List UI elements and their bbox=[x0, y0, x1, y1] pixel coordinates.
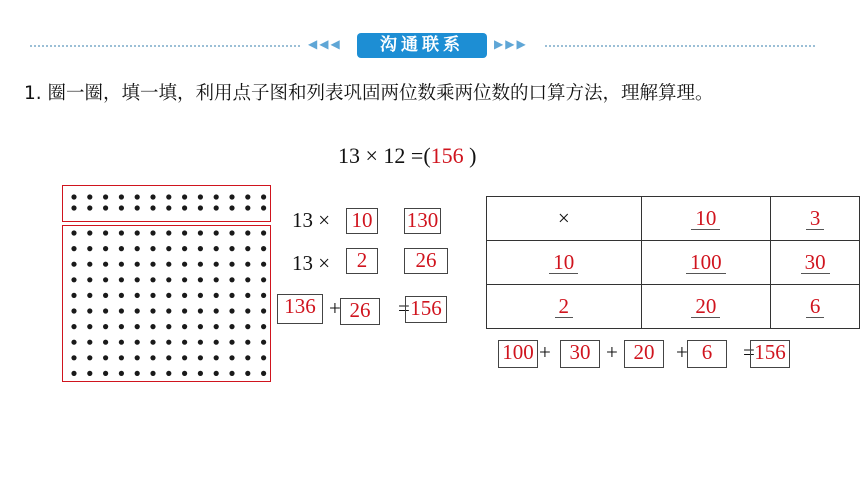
dot bbox=[229, 262, 234, 267]
table-sum-plus3: + bbox=[676, 340, 688, 364]
dot bbox=[87, 293, 92, 298]
step2-prefix: 13 × bbox=[292, 251, 331, 275]
dot bbox=[198, 355, 203, 360]
dot bbox=[182, 230, 187, 235]
dot bbox=[261, 340, 266, 345]
dot bbox=[119, 355, 124, 360]
dot bbox=[150, 230, 155, 235]
dot bbox=[214, 355, 219, 360]
table-header-operator: × bbox=[487, 197, 642, 241]
dot bbox=[103, 262, 108, 267]
equation-close-paren: ) bbox=[463, 143, 477, 168]
dot bbox=[71, 205, 76, 210]
dot bbox=[261, 262, 266, 267]
dot bbox=[103, 308, 108, 313]
dot bbox=[245, 371, 250, 376]
dot bbox=[182, 340, 187, 345]
dot bbox=[103, 194, 108, 199]
dot bbox=[119, 308, 124, 313]
dot bbox=[71, 293, 76, 298]
section-banner: 沟通联系 bbox=[357, 33, 487, 58]
table-sum-plus1: + bbox=[539, 340, 551, 364]
dot bbox=[214, 277, 219, 282]
dot bbox=[166, 371, 171, 376]
dot bbox=[135, 308, 140, 313]
dot bbox=[198, 262, 203, 267]
dot bbox=[135, 230, 140, 235]
dot bbox=[150, 277, 155, 282]
dot bbox=[119, 371, 124, 376]
dot bbox=[135, 246, 140, 251]
dot bbox=[214, 230, 219, 235]
dot bbox=[261, 371, 266, 376]
dot bbox=[166, 355, 171, 360]
table-sum-total-box: 156 bbox=[750, 340, 790, 368]
dot bbox=[103, 205, 108, 210]
dot bbox=[245, 355, 250, 360]
dot bbox=[71, 308, 76, 313]
table-cell: 30 bbox=[771, 241, 860, 285]
dot bbox=[135, 205, 140, 210]
dot bbox=[135, 355, 140, 360]
dot bbox=[119, 277, 124, 282]
dot bbox=[182, 262, 187, 267]
dot bbox=[214, 246, 219, 251]
dot bbox=[87, 262, 92, 267]
dot bbox=[182, 277, 187, 282]
dot bbox=[261, 194, 266, 199]
dot bbox=[150, 194, 155, 199]
dot bbox=[119, 194, 124, 199]
dot bbox=[261, 355, 266, 360]
dot bbox=[198, 230, 203, 235]
dot bbox=[87, 205, 92, 210]
dot bbox=[214, 340, 219, 345]
dot bbox=[214, 262, 219, 267]
sum-b-box: 26 bbox=[340, 298, 380, 325]
dot bbox=[214, 308, 219, 313]
table-cell: 6 bbox=[771, 285, 860, 329]
dot bbox=[87, 277, 92, 282]
dot bbox=[87, 324, 92, 329]
dot bbox=[245, 205, 250, 210]
dot bbox=[87, 230, 92, 235]
table-cell: 20 bbox=[641, 285, 771, 329]
dot bbox=[198, 205, 203, 210]
dot bbox=[214, 293, 219, 298]
step1-result-box: 130 bbox=[404, 208, 441, 234]
dot bbox=[229, 293, 234, 298]
dot bbox=[261, 277, 266, 282]
table-sum-a-box: 100 bbox=[498, 340, 538, 368]
dot bbox=[135, 194, 140, 199]
dot bbox=[103, 230, 108, 235]
dot bbox=[119, 293, 124, 298]
table-sum-d-box: 6 bbox=[687, 340, 727, 368]
equation-answer: 156 bbox=[430, 143, 464, 168]
dot bbox=[166, 277, 171, 282]
dot bbox=[103, 340, 108, 345]
dot bbox=[245, 246, 250, 251]
dot bbox=[71, 324, 76, 329]
dot bbox=[150, 246, 155, 251]
dot bbox=[182, 246, 187, 251]
dot bbox=[103, 371, 108, 376]
dot bbox=[182, 194, 187, 199]
table-cell: 10 bbox=[487, 241, 642, 285]
dot bbox=[103, 293, 108, 298]
dot bbox=[182, 308, 187, 313]
dot bbox=[229, 194, 234, 199]
dot bbox=[198, 340, 203, 345]
dot bbox=[245, 308, 250, 313]
dot bbox=[198, 246, 203, 251]
dot bbox=[214, 324, 219, 329]
dot bbox=[166, 194, 171, 199]
equation-left: 13 × 12 = bbox=[338, 143, 424, 168]
dot bbox=[71, 262, 76, 267]
sum-total-box: 156 bbox=[405, 296, 447, 323]
dot bbox=[71, 340, 76, 345]
dot bbox=[71, 230, 76, 235]
dot bbox=[261, 205, 266, 210]
table-row bbox=[487, 285, 860, 329]
dot bbox=[229, 355, 234, 360]
dot bbox=[135, 371, 140, 376]
dot bbox=[198, 277, 203, 282]
table-cell: 100 bbox=[641, 241, 771, 285]
dot bbox=[150, 340, 155, 345]
dot bbox=[245, 293, 250, 298]
dot bbox=[135, 293, 140, 298]
dot bbox=[198, 194, 203, 199]
dot bbox=[87, 194, 92, 199]
dot bbox=[245, 277, 250, 282]
sum-a-box: 136 bbox=[277, 294, 323, 324]
dot bbox=[261, 324, 266, 329]
dot bbox=[229, 340, 234, 345]
question-text: 1. 圈一圈，填一填，利用点子图和列表巩固两位数乘两位数的口算方法，理解算理。 bbox=[24, 83, 714, 104]
dot bbox=[166, 205, 171, 210]
table-cell: 2 bbox=[487, 285, 642, 329]
dot bbox=[150, 205, 155, 210]
dot bbox=[135, 262, 140, 267]
dot bbox=[261, 246, 266, 251]
dot bbox=[245, 340, 250, 345]
dot bbox=[229, 246, 234, 251]
table-sum-plus2: + bbox=[606, 340, 618, 364]
dot bbox=[119, 340, 124, 345]
dot bbox=[87, 371, 92, 376]
dot bbox=[198, 324, 203, 329]
dot bbox=[229, 205, 234, 210]
dot bbox=[119, 230, 124, 235]
dot bbox=[214, 205, 219, 210]
dot bbox=[103, 246, 108, 251]
dot bbox=[245, 324, 250, 329]
dot bbox=[214, 371, 219, 376]
dot bbox=[198, 308, 203, 313]
dot bbox=[229, 230, 234, 235]
dot bbox=[87, 355, 92, 360]
dot bbox=[119, 262, 124, 267]
dot bbox=[245, 262, 250, 267]
dot bbox=[71, 194, 76, 199]
step2-factor-box: 2 bbox=[346, 248, 378, 274]
dot bbox=[166, 293, 171, 298]
dot bbox=[135, 277, 140, 282]
dot bbox=[182, 371, 187, 376]
dot bbox=[166, 340, 171, 345]
step1-factor-box: 10 bbox=[346, 208, 378, 234]
dot bbox=[245, 194, 250, 199]
dot bbox=[71, 277, 76, 282]
dot bbox=[261, 308, 266, 313]
dot bbox=[198, 371, 203, 376]
dot bbox=[245, 230, 250, 235]
dot bbox=[103, 355, 108, 360]
dot bbox=[135, 324, 140, 329]
dot bbox=[166, 262, 171, 267]
dot bbox=[198, 293, 203, 298]
sum-equals: = bbox=[398, 296, 410, 320]
dot bbox=[261, 230, 266, 235]
dot bbox=[71, 246, 76, 251]
table-sum-b-box: 30 bbox=[560, 340, 600, 368]
table-sum-c-box: 20 bbox=[624, 340, 664, 368]
dot bbox=[87, 246, 92, 251]
dot bbox=[166, 324, 171, 329]
table-header-cell: 3 bbox=[771, 197, 860, 241]
arrow-right-icon: ▶▶▶ bbox=[494, 37, 528, 51]
dot bbox=[182, 293, 187, 298]
dot bbox=[229, 324, 234, 329]
dot bbox=[150, 308, 155, 313]
dot bbox=[214, 194, 219, 199]
dot bbox=[150, 355, 155, 360]
dot bbox=[150, 262, 155, 267]
dot bbox=[103, 324, 108, 329]
dot bbox=[229, 308, 234, 313]
multiplication-table bbox=[486, 196, 860, 329]
dot bbox=[87, 308, 92, 313]
dot bbox=[119, 205, 124, 210]
dot bbox=[166, 230, 171, 235]
dot bbox=[135, 340, 140, 345]
dot bbox=[87, 340, 92, 345]
table-row bbox=[487, 241, 860, 285]
table-row bbox=[487, 197, 860, 241]
dot bbox=[229, 277, 234, 282]
dot bbox=[150, 293, 155, 298]
arrow-left-icon: ◀◀◀ bbox=[308, 37, 342, 51]
dot bbox=[261, 293, 266, 298]
dot bbox=[150, 324, 155, 329]
dot bbox=[103, 277, 108, 282]
dot bbox=[229, 371, 234, 376]
table-sum-equals: = bbox=[743, 340, 755, 364]
dot bbox=[166, 246, 171, 251]
dot bbox=[166, 308, 171, 313]
dot bbox=[71, 355, 76, 360]
dot bbox=[182, 324, 187, 329]
dot bbox=[182, 355, 187, 360]
equation-open-paren: ( bbox=[423, 143, 431, 168]
dot bbox=[119, 324, 124, 329]
dot bbox=[150, 371, 155, 376]
table-header-cell: 10 bbox=[641, 197, 771, 241]
dot bbox=[71, 371, 76, 376]
step2-result-box: 26 bbox=[404, 248, 448, 274]
step1-prefix: 13 × bbox=[292, 208, 331, 232]
dot bbox=[182, 205, 187, 210]
dot bbox=[119, 246, 124, 251]
sum-plus: + bbox=[329, 296, 341, 320]
